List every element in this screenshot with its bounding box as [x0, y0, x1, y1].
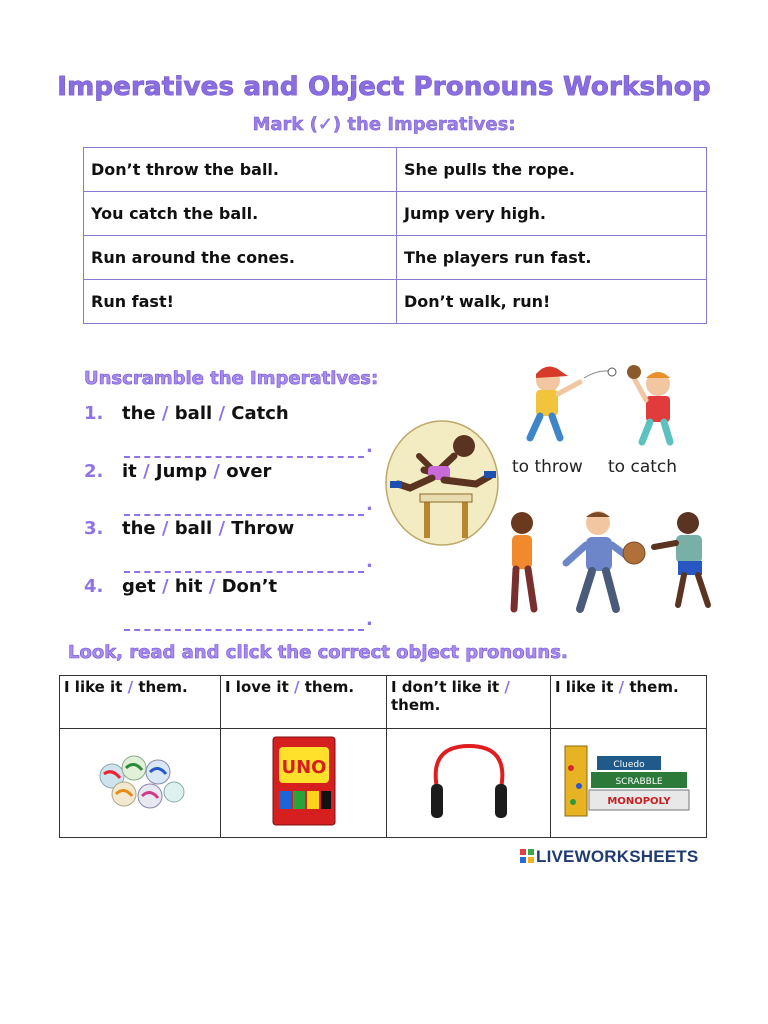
- uno-cards-image: [271, 735, 337, 827]
- end-period: .: [366, 551, 373, 572]
- sentence-cell[interactable]: Don’t walk, run!: [397, 280, 707, 324]
- end-period: .: [366, 494, 373, 515]
- end-period: .: [366, 436, 373, 457]
- answer-field-1[interactable]: [124, 432, 364, 458]
- brand-name: LIVEWORKSHEETS: [536, 847, 699, 866]
- scramble-item-2: 2. it / Jump / over: [84, 461, 272, 482]
- board-games-image: [561, 742, 697, 820]
- end-period: .: [366, 609, 373, 630]
- liveworksheets-brand: [520, 847, 698, 867]
- choice-cell-3: I don’t like it / them.: [387, 676, 551, 729]
- kids-playing-ball-illustration: [508, 505, 720, 625]
- scramble-item-4: 4. get / hit / Don’t: [84, 576, 278, 597]
- sentence-cell[interactable]: Run around the cones.: [84, 236, 397, 280]
- scramble-item-3: 3. the / ball / Throw: [84, 518, 295, 539]
- option-them[interactable]: them.: [391, 696, 441, 714]
- picture-cell-board-games: [551, 729, 707, 838]
- option-it[interactable]: I love it: [225, 678, 289, 696]
- sentence-cell[interactable]: You catch the ball.: [84, 192, 397, 236]
- jump-rope-image: [419, 738, 519, 824]
- sentence-cell[interactable]: She pulls the rope.: [397, 148, 707, 192]
- option-them[interactable]: them.: [629, 678, 679, 696]
- liveworksheets-logo-icon: [520, 849, 534, 863]
- answer-field-2[interactable]: [124, 490, 364, 516]
- pronouns-table: [59, 675, 707, 838]
- answer-field-4[interactable]: [124, 605, 364, 631]
- option-them[interactable]: them.: [138, 678, 188, 696]
- throw-catch-illustration: [508, 354, 713, 480]
- scramble-item-1: 1. the / ball / Catch: [84, 403, 289, 424]
- pronouns-heading: Look, read and click the correct object pronouns.: [68, 642, 568, 663]
- unscramble-heading: Unscramble the Imperatives:: [84, 368, 379, 389]
- choice-cell-4: I like it / them.: [551, 676, 707, 729]
- scrabble-text: SCRABBLE: [614, 777, 663, 787]
- picture-cell-rope: [387, 729, 551, 838]
- picture-cell-marbles: [60, 729, 221, 838]
- option-them[interactable]: them.: [304, 678, 355, 696]
- choice-cell-1: I like it / them.: [60, 676, 221, 729]
- sentence-cell[interactable]: Run fast!: [84, 280, 397, 324]
- mark-instruction: Mark (✓) the Imperatives:: [252, 114, 516, 135]
- marbles-image: [90, 746, 190, 816]
- option-it[interactable]: I don’t like it: [391, 678, 500, 696]
- option-it[interactable]: I like it: [64, 678, 123, 696]
- option-it[interactable]: I like it: [555, 678, 614, 696]
- monopoly-text: MONOPOLY: [606, 796, 671, 807]
- sentence-cell[interactable]: Jump very high.: [397, 192, 707, 236]
- caption-to-throw: to throw: [512, 457, 583, 477]
- sentence-cell[interactable]: The players run fast.: [397, 236, 707, 280]
- sentence-cell[interactable]: Don’t throw the ball.: [84, 148, 397, 192]
- imperatives-table: [83, 147, 707, 324]
- answer-field-3[interactable]: [124, 547, 364, 573]
- uno-logo-text: UNO: [281, 757, 326, 778]
- picture-cell-uno: [221, 729, 387, 838]
- caption-to-catch: to catch: [608, 457, 678, 477]
- choice-cell-2: I love it / them.: [221, 676, 387, 729]
- worksheet-title: Imperatives and Object Pronouns Workshop: [57, 72, 711, 102]
- cluedo-text: Cluedo: [612, 760, 645, 770]
- hurdle-jumper-illustration: [384, 418, 500, 548]
